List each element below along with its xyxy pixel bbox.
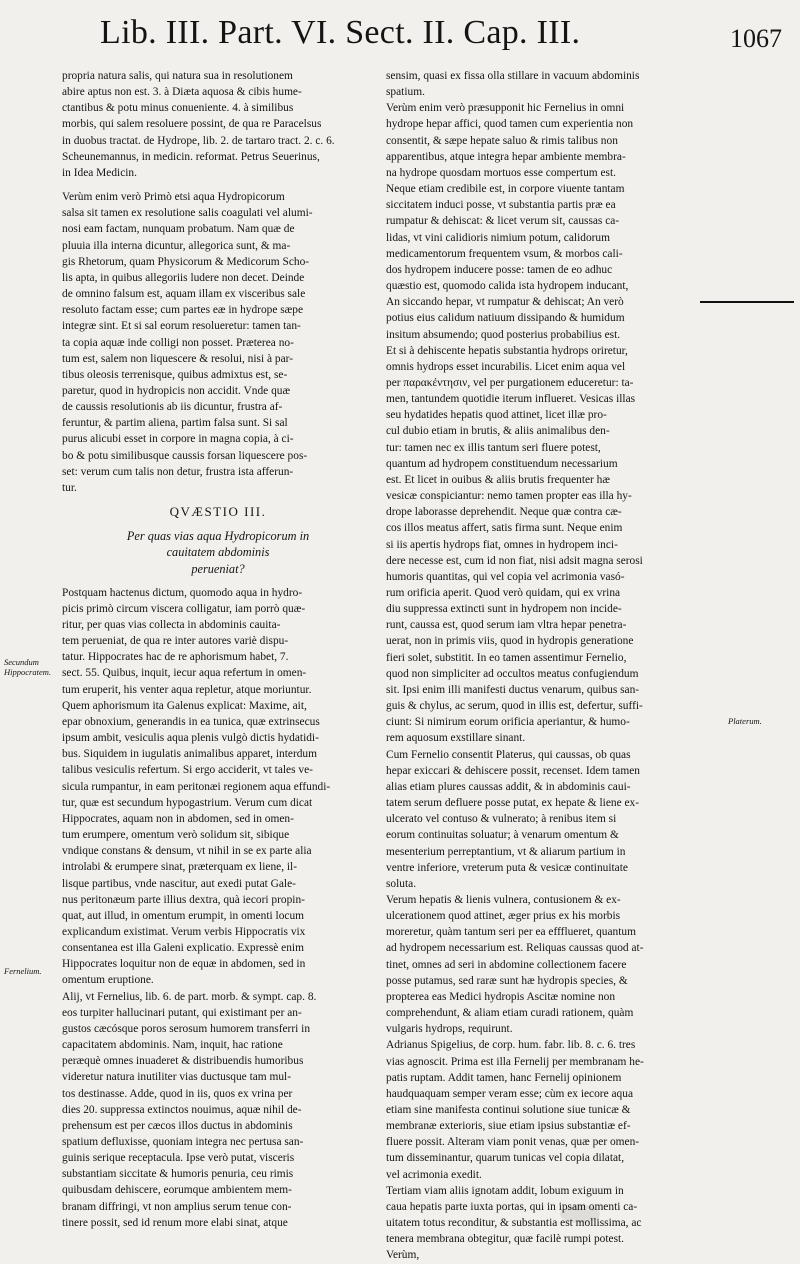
text-line: morbis, qui salem resoluere possint, de qua re Paracelsus [62,118,322,131]
text-line: est. Et licet in ouibus & aliis brutis frequenter hæ [386,473,610,486]
text-line: lisque partibus, vnde nascitur, aut exedi putat Gale- [62,877,296,890]
text-line: Verùm, [386,1249,420,1262]
text-line: resoluto factam esse; cum partes eæ in hydrope sæpe [62,304,304,317]
text-line: dos hydropem inducere posse: tamen de eo adhuc [386,263,613,276]
text-line: alias etiam plures caussas addit, & in abdominis caui- [386,780,631,793]
text-line: Scheunemannus, in medicin. reformat. Petrus Seuerinus, [62,150,320,163]
text-line: tum est, salem non liquescere & resolui, nisi à par- [62,352,294,365]
text-line: capacitatem abdominis. Nam, inquit, hac ratione [62,1039,283,1052]
text-line: rumpatur & dehiscat: & licet verum sit, caussas ca- [386,215,620,228]
text-line: in duobus tractat. de Hydrope, lib. 2. de tartaro tract. 2. c. 6. [62,134,335,147]
text-line: tinere possit, sed id renum more elabi sinat, atque [62,1216,288,1229]
text-line: cul dubio etiam in brutis, & aliis animalibus den- [386,425,610,438]
text-line: Verum hepatis & lienis vulnera, contusionem & ex- [386,893,621,906]
text-line: tos destinasse. Adde, quod in iis, quos ex vrina per [62,1087,293,1100]
text-line: abire aptus non est. 3. à Diæta aquosa & cibis hume- [62,86,302,99]
text-line: purus alicubi esset in corpore in magna copia, à ci- [62,433,294,446]
text-line: soluta. [386,877,417,890]
text-line: set: verum cum talis non detur, frustra ista afferun- [62,465,294,478]
text-line: ipsum ambit, vesiculis aqua plenis vulgò dictis hydatidi- [62,732,319,745]
text-line: haudquaquam semper veram esse; cùm ex iecore aqua [386,1087,634,1100]
margin-note-fernelius [4,966,42,976]
text-line: hydrope hepar affici, quod tamen cum experientia non [386,118,634,131]
text-line: tinet, omnes ad seri in abdomine collectionem facere [386,958,627,971]
text-line: sit. Ipsi enim illi manifesti ductus venarum, quibus san- [386,683,640,696]
text-line: spatium. [386,86,425,99]
margin-note-line: Secundum [4,657,39,667]
margin-note-line: Platerum. [728,716,762,726]
text-line: Hippocrates, aquam non in abdomen, sed in omen- [62,812,294,825]
text-line: bus. Siquidem in iugulatis animalibus apparet, interdum [62,748,317,761]
margin-note-platerus [728,716,762,726]
text-line: ta copia aquæ inde colligi non posset. Præterea no- [62,336,294,349]
text-line: eos turpiter hallucinari putant, qui existimant per an- [62,1006,302,1019]
text-line: picis primò circum viscera colligatur, iam porrò quæ- [62,602,306,615]
text-line: salsa sit tamen ex resolutione salis coagulati vel alumi- [62,207,313,220]
text-line: ulcerationem quod attinet, æger prius ex his morbis [386,910,621,923]
text-line: caua hepatis parte iuxta portas, qui in ipsam omenti ca- [386,1200,638,1213]
text-line: substantiam siccitate & humoris penuria, ceu rimis [62,1168,294,1181]
text-line: diu suppressa extincti sunt in hydropem non incide- [386,603,622,616]
text-line: Quem aphorismum ita Galenus explicat: Maxime, ait, [62,699,307,712]
text-line: gis Rhetorum, quam Physicorum & Medicorum Scho- [62,255,310,268]
text-line: talibus vesiculis refertum. Si ergo acciderit, vt tales ve- [62,764,313,777]
text-line: vel acrimonia exedit. [386,1168,482,1181]
text-line: rum orificia aperit. Quod verò quidam, qui ex vrina [386,587,621,599]
text-line: tem perueniat, de qua re inter autores variè dispu- [62,635,289,648]
text-line: Per quas vias aqua Hydropicorum in [126,529,310,544]
text-line: Cum Fernelio consentit Platerus, qui caussas, ob quas [386,748,631,761]
text-line: tenera membrana obtegitur, quæ facilè rumpi potest. [386,1233,625,1246]
text-line: runt, caussa est, quod serum iam vltra hepar penetra- [386,619,627,632]
text-line: integræ sint. Et si sal eorum resolueretur: tamen tan- [62,320,301,333]
text-line: ventre inferiore, vreterum puta & vesicæ continuitate [386,861,628,874]
text-line: guis & chylus, ac serum, quod in illis est, defertur, suffi- [386,700,643,713]
text-line: de caussis resolutionis ab iis dicuntur, frustra af- [62,401,283,414]
text-line: ad hydropem necessarium est. Reliquas caussas quod at- [386,942,644,955]
text-line: Alij, vt Fernelius, lib. 6. de part. morb. & sympt. cap. 8. [62,990,317,1003]
right-text-column [386,68,704,1264]
text-line: vias agnoscit. Prima est illa Fernelij per membranam he- [386,1055,644,1068]
text-line: Verùm enim verò præsupponit hic Fernelius in omni [386,102,625,115]
text-line: uerat, non in primis viis, quod in hydropis generatione [386,635,634,648]
text-line: per παρακέντησιν, vel per purgationem educeretur: ta- [386,376,634,389]
text-line: drope laborasse deprehendit. Neque quæ contra cæ- [386,506,622,519]
margin-note-line: Hippocratem. [4,667,51,677]
text-line: tur: tamen nec ex illis tantum seri fluere potest, [386,441,601,454]
text-line: siccitatem induci posse, vt substantia partis præ ea [386,199,616,212]
text-line: potius eius calidum natiuum dissipando & humidum [386,312,625,325]
text-line: sensim, quasi ex fissa olla stillare in vacuum abdominis [386,70,640,82]
paragraph-gap [62,496,374,504]
paragraph-gap [62,577,374,585]
text-line: na hydrope quosdam mortuos esse compertum est. [386,166,616,179]
text-line: mesenterium perreptantium, vt & aliarum partium in [386,845,626,858]
text-line: fluere possit. Alteram viam ponit venas, quæ per omen- [386,1136,640,1149]
text-line: propterea eas Medici hydropis Ascitæ nomine non [386,990,616,1003]
text-line: epar obnoxium, generandis in ea tunica, quæ extrinsecus [62,715,320,728]
text-line: tum disseminantur, quarum tunicas vel copia dilatat, [386,1152,625,1165]
margin-rule [700,301,794,303]
text-line: sicula rumpantur, in eam peritonæi regionem aqua effundi- [62,780,331,793]
text-line: paretur, quod in hydropicis non accidit. Vnde quæ [62,384,291,397]
text-line: dere necesse est, cum id non fiat, nisi adsit magna serosi [386,554,643,567]
text-line: ritur, per quas vias collecta in abdominis cauita- [62,619,281,631]
text-line: QVÆSTIO III. [169,504,267,520]
text-line: seu hydatides hepatis quod attinet, licet illæ pro- [386,409,607,422]
page-number: 1067 [730,24,782,53]
text-line: consentit, & sæpe hepate saluo & rimis talibus non [386,134,618,147]
text-line: patis ruptam. Addit tamen, hanc Fernelij opinionem [386,1071,622,1084]
text-line: spatium defluxisse, quoniam integra nec pertusa san- [62,1136,304,1148]
paragraph-gap [62,520,374,528]
text-line: cauitatem abdominis [166,545,270,560]
text-line: tum eruperit, his venter aqua repletur, atque moriuntur. [62,683,312,696]
text-line: medicamentorum frequentem vsum, & morbos cali- [386,247,623,260]
text-line: eorum continuitas soluatur; à venarum omentum & [386,829,619,842]
text-line: apparentibus, atque integra hepar ambiente membra- [386,150,626,163]
text-line: ulcerato vel contuso & vulnerato; à renibus item si [386,813,617,826]
text-line: moreretur, quàm tantum seri per ea effflueret, quantum [386,926,636,939]
text-line: quæstio est, quomodo calida ista hydropem inducant, [386,280,629,293]
text-line: in Idea Medicin. [62,166,137,179]
text-line: vulgaris hydrops, requirunt. [386,1023,513,1036]
text-line: men, tantundem quotidie iterum influeret. Vesicas illas [386,393,636,406]
text-line: lidas, vt vini calidioris nimium potum, calidorum [386,231,610,244]
text-line: perueniat? [191,561,245,576]
text-line: humoris quantitas, qui vel copia vel acrimonia vasó- [386,570,625,583]
text-line: Neque etiam credibile est, in corpore viuente tantam [386,183,625,196]
text-line: Et si à dehiscente hepatis substantia hydrops oriretur, [386,344,628,357]
text-line: dies 20. suppressa extinctos nouimus, aquæ nihil de- [62,1103,302,1116]
text-line: quod non simpliciter ad occultos meatus confugiendum [386,667,639,680]
text-line: Postquam hactenus dictum, quomodo aqua in hydro- [62,586,303,599]
text-line: gustos cæcósque poros serosum humorem transferri in [62,1022,311,1035]
text-line: tum erumpere, omentum verò solidum sit, sibique [62,829,290,842]
text-line: ctantibus & potu minus conueniente. 4. à similibus [62,102,294,115]
text-line: quibusdam dehiscere, eorumque ambientem mem- [62,1184,292,1197]
text-line: Hippocrates loquitur non de equæ in abdomen, sed in [62,958,306,971]
text-line: hepar exiccari & dehiscere possit, recenset. Idem tamen [386,764,640,777]
text-line: quat, aut illud, in omentum erumpit, in omenti locum [62,909,305,922]
paper-stain [560,1205,600,1223]
text-line: tur, quæ est secundum hypogastrium. Verum cum dicat [62,796,313,809]
text-line: posse putamus, sed raræ sunt hæ hydropis species, & [386,974,628,987]
text-line: lis apta, in quibus allegoriis ludere non decet. Deinde [62,271,305,284]
text-line: Adrianus Spigelius, de corp. hum. fabr. lib. 8. c. 6. tres [386,1039,636,1052]
text-line: consentanea est illa Galeni explicatio. Expressè enim [62,942,304,955]
text-line: comprehendunt, & aliam etiam curadi rationem, quàm [386,1007,634,1020]
paragraph-gap [62,181,374,189]
text-line: de omnino falsum est, aquam illam ex visceribus sale [62,288,306,301]
text-line: vndique constans & densum, vt nihil in se ex parte alia [62,845,312,858]
text-line: omentum eruptione. [62,974,154,987]
text-line: quantum ad hydropem constituendum necessarium [386,457,618,470]
text-line: guinis serique receptacula. Ipse verò putat, visceris [62,1152,295,1165]
text-line: etiam sine manifesta continui solutione siue tunicæ & [386,1104,631,1116]
margin-note-hippocrates [4,657,51,677]
margin-note-line: Fernelium. [4,966,42,976]
text-line: feruntur, & partim aliena, partim falsa sunt. Si sal [62,417,288,430]
text-line: sect. 55. Quibus, inquit, iecur aqua refertum in omen- [62,667,307,680]
text-line: Tertiam viam aliis ignotam addit, lobum exiguum in [386,1184,624,1197]
text-line: tatur. Hippocrates hac de re aphorismum habet, 7. [62,651,289,664]
text-line: membranæ exterioris, siue etiam ipsius substantiæ ef- [386,1120,631,1133]
text-line: fieri solet, substitit. In eo tamen assentimur Fernelio, [386,651,627,664]
text-line: uitatem totus reconditur, & substantia est mollissima, ac [386,1217,642,1230]
text-line: explicandum existimat. Verum verbis Hippocratis vix [62,925,306,938]
text-line: tatem serum defluere posse putat, ex hepate & liene ex- [386,797,640,810]
text-line: An siccando hepar, vt rumpatur & dehiscat; An verò [386,296,624,309]
running-title: Lib. III. Part. VI. Sect. II. Cap. III. [100,14,581,51]
text-line: pluuia illa interna dicuntur, allegorica sunt, & ma- [62,239,291,252]
text-line: nosi eam factam, nunquam probatum. Nam quæ de [62,223,295,236]
text-line: prehensum est per cæcos illos ductus in abdominis [62,1119,293,1132]
text-line: tibus oleosis terrenisque, quibus admixtus est, se- [62,368,288,381]
text-line: peræquè omnes inuaderet & distribuendis humoribus [62,1055,304,1068]
text-line: ciunt: Si nimirum eorum orificia aperiantur, & humo- [386,716,630,729]
text-line: insitum absumendo; quod posterius probabilius est. [386,328,621,341]
left-text-column [62,68,374,1231]
text-line: branam diffringi, vt non amplius serum tenue con- [62,1200,292,1213]
text-line: tur. [62,481,77,494]
text-line: videretur natura inutiliter vias ductusque tam mul- [62,1071,292,1084]
text-line: omnis hydrops esset incurabilis. Licet enim aqua vel [386,360,626,373]
text-line: vesicæ conspiciantur: nemo tamen propter eas illa hy- [386,490,632,503]
text-line: propria natura salis, qui natura sua in resolutionem [62,70,293,82]
text-line: nus peritonæum parte illius dextra, quà iecori propin- [62,893,305,906]
text-line: si iis apertis hydrops fiat, omnes in hydropem inci- [386,538,618,551]
text-line: Verùm enim verò Primò etsi aqua Hydropicorum [62,191,285,204]
text-line: bo & potu similibusque caussis forsan liquescere pos- [62,449,308,462]
text-line: cos illos meatus affert, satis firma sunt. Neque enim [386,522,623,535]
text-line: rem aquosum exstillare sinant. [386,732,526,745]
text-line: introlabi & erumpere sinat, præterquam ex liene, il- [62,861,298,874]
